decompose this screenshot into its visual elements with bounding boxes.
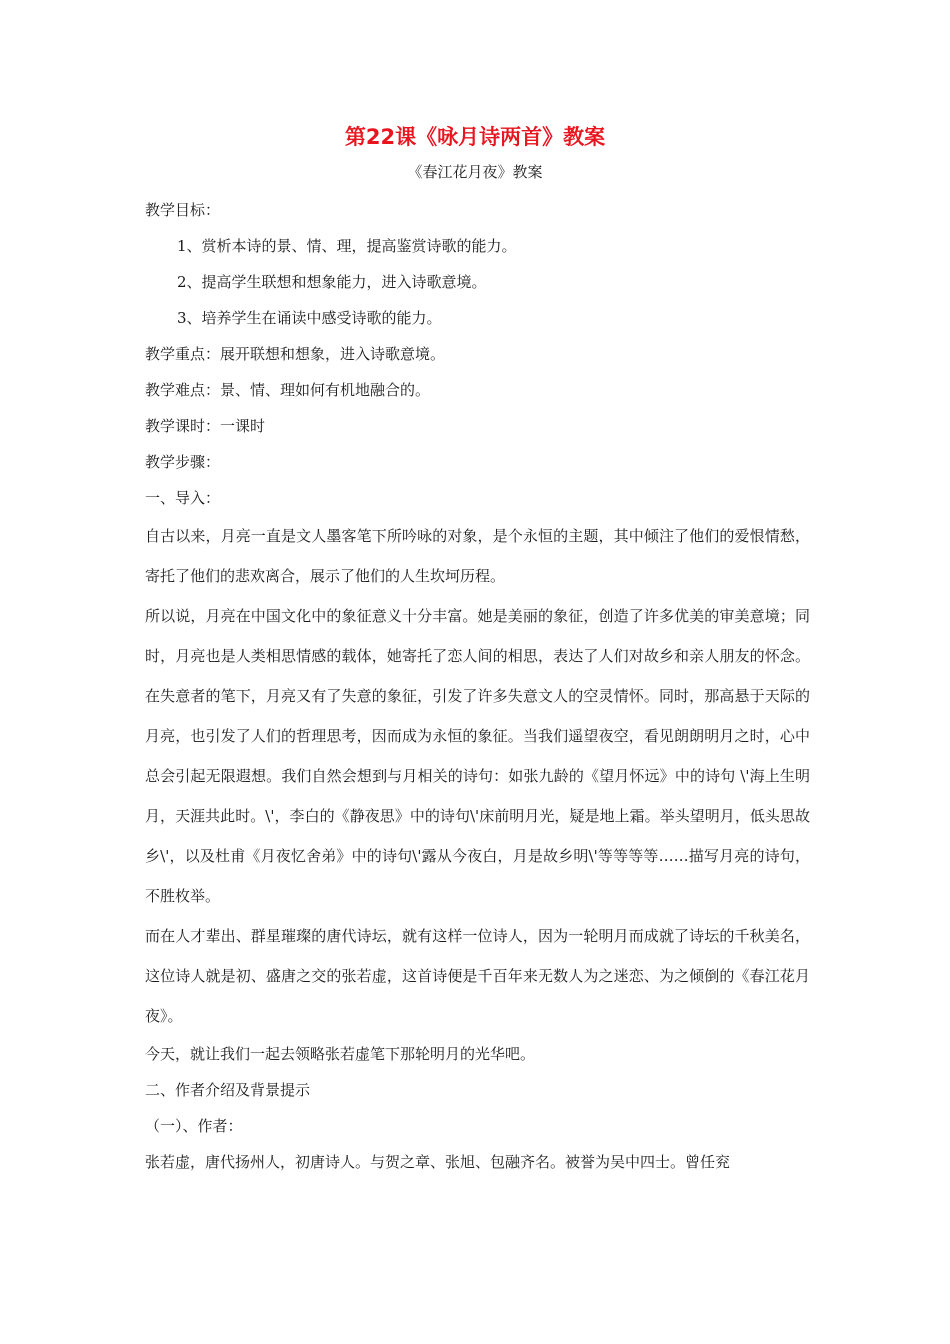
class-hours: 教学课时：一课时 <box>145 417 266 435</box>
paragraph-author: 张若虚，唐代扬州人，初唐诗人。与贺之章、张旭、包融齐名。被誉为吴中四士。曾任兖 <box>145 1153 731 1171</box>
document-subtitle: 《春江花月夜》教案 <box>407 163 543 181</box>
goals-heading: 教学目标： <box>145 201 221 219</box>
difficulty: 教学难点：景、情、理如何有机地融合的。 <box>145 381 431 399</box>
goal-item-3: 3、培养学生在诵读中感受诗歌的能力。 <box>177 309 442 327</box>
section-2-heading: 二、作者介绍及背景提示 <box>145 1081 311 1099</box>
goal-item-1: 1、赏析本诗的景、情、理，提高鉴赏诗歌的能力。 <box>177 237 517 255</box>
document-title: 第22课《咏月诗两首》教案 <box>344 125 606 149</box>
paragraph-intro-3: 而在人才辈出、群星璀璨的唐代诗坛，就有这样一位诗人，因为一轮明月而成就了诗坛的千秋美名，这位诗人就是初、盛唐之交的张若虚，这首诗便是千百年来无数人为之迷恋、为之倾倒的《春江花月夜》。 <box>145 927 810 1025</box>
document-body <box>145 192 810 1180</box>
steps-heading: 教学步骤： <box>145 453 221 471</box>
goal-item-2: 2、提高学生联想和想象能力，进入诗歌意境。 <box>177 273 487 291</box>
key-point: 教学重点：展开联想和想象，进入诗歌意境。 <box>145 345 446 363</box>
paragraph-intro-2: 所以说，月亮在中国文化中的象征意义十分丰富。她是美丽的象征，创造了许多优美的审美意境；同时，月亮也是人类相思情感的载体，她寄托了恋人间的相思，表达了人们对故乡和亲人朋友的怀念。在失意者的笔下，月亮又有了失意的象征，引发了许多失意文人的空灵情怀。同时，那高悬于天际的月亮，也引发了人们的哲理思考，因而成为永恒的象征。当我们遥望夜空，看见朗朗明月之时，心中总会引起无限遐想。我们自然会想到与月相关的诗句：如张九龄的《望月怀远》中的诗句 \'海上生明月，天涯共此时。\'，李白的《静夜思》中的诗句\'床前明月光，疑是地上霜。举头望明月，低头思故乡\'，以及杜甫《月夜忆舍弟》中的诗句\'露从今夜白，月是故乡明\'等等等等……描写月亮的诗句，不胜枚举。 <box>145 607 810 905</box>
paragraph-intro-4: 今天，就让我们一起去领略张若虚笔下那轮明月的光华吧。 <box>145 1045 536 1063</box>
paragraph-intro-1: 自古以来，月亮一直是文人墨客笔下所吟咏的对象，是个永恒的主题，其中倾注了他们的爱恨情愁，寄托了他们的悲欢离合，展示了他们的人生坎坷历程。 <box>145 527 810 585</box>
section-1-heading: 一、导入： <box>145 489 221 507</box>
subsection-author-heading: （一）、作者： <box>145 1117 243 1135</box>
